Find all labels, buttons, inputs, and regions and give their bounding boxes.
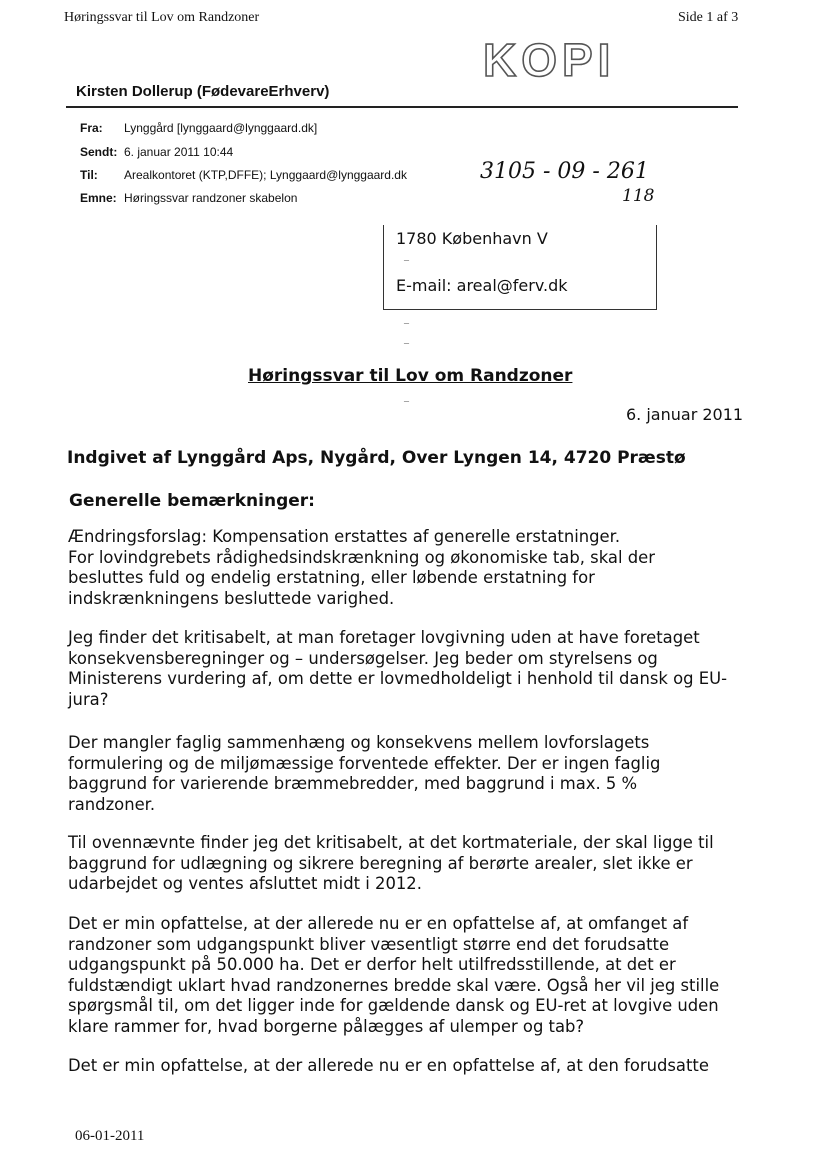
paragraph [68, 527, 655, 609]
page-header-title: Høringssvar til Lov om Randzoner [64, 10, 260, 25]
section-heading: Generelle bemærkninger: [69, 491, 315, 511]
to-label: Til: [80, 168, 98, 182]
from-row [80, 121, 317, 135]
scan-dash: – [404, 338, 409, 349]
paragraph-line: Det er min opfattelse, at der allerede nu er en opfattelse af, at omfanget af [68, 914, 689, 933]
paragraph-line: For lovindgrebets rådighedsindskrænkning og økonomiske tab, skal der [68, 547, 655, 567]
paragraph-line: Jeg finder det kritisabelt, at man foretager lovgivning uden at have foretaget [68, 628, 700, 647]
sent-label: Sendt: [80, 145, 118, 159]
sent-row [80, 145, 233, 159]
paragraph [68, 733, 660, 815]
paragraph-line: Der mangler faglig sammenhæng og konsekvens mellem lovforslagets [68, 733, 650, 752]
document-date: 6. januar 2011 [626, 405, 744, 424]
paragraph-line: klare rammer for, hvad borgerne pålægges af ulemper og tab? [68, 1016, 585, 1036]
paragraph-line: baggrund for udlægning og sikrere beregning af berørte arealer, slet ikke er [68, 853, 693, 873]
sender-name: Kirsten Dollerup (FødevareErhverv) [76, 83, 330, 100]
subject-value: Høringssvar randzoner skabelon [124, 191, 298, 205]
paragraph [68, 1056, 709, 1077]
paragraph [68, 833, 714, 895]
to-value: Arealkontoret (KTP,DFFE); Lynggaard@lynggaard.dk [124, 168, 407, 182]
kopi-stamp: KOPI [483, 34, 616, 86]
paragraph-line: fuldstændigt uklart hvad randzonernes bredde skal være. Også her vil jeg stille [68, 975, 720, 995]
paragraph-line: randzoner. [68, 794, 156, 814]
paragraph-line: Ministerens vurdering af, om dette er lovmedholdeligt i henhold til dansk og EU- [68, 669, 728, 688]
paragraph-line: indskrænkningens besluttede varighed. [68, 588, 395, 608]
sent-value: 6. januar 2011 10:44 [124, 145, 234, 159]
from-label: Fra: [80, 121, 103, 135]
paragraph-line: spørgsmål til, om det ligger inde for gældende dansk og EU-ret at lovgive uden [68, 996, 719, 1015]
footer-date: 06-01-2011 [75, 1128, 145, 1144]
subject-label: Emne: [80, 191, 117, 205]
paragraph-line: konsekvensberegninger og – undersøgelser. Jeg beder om styrelsens og [68, 648, 658, 668]
page-indicator: Side 1 af 3 [678, 10, 739, 25]
paragraph-line: randzoner som udgangspunkt bliver væsentligt større end det forudsatte [68, 934, 670, 954]
scan-dash: – [404, 396, 409, 407]
address-email: E-mail: areal@ferv.dk [396, 276, 568, 295]
paragraph-line: besluttes fuld og endelig erstatning, eller løbende erstatning for [68, 568, 595, 587]
scan-dash: – [404, 255, 409, 266]
paragraph [68, 914, 719, 1037]
from-value: Lynggård [lynggaard@lynggaard.dk] [124, 121, 318, 135]
paragraph-line: udarbejdet og ventes afsluttet midt i 2012. [68, 874, 422, 893]
paragraph-line: Ændringsforslag: Kompensation erstattes af generelle erstatninger. [68, 527, 621, 546]
submitted-by: Indgivet af Lynggård Aps, Nygård, Over Lyngen 14, 4720 Præstø [67, 448, 686, 468]
to-row [80, 168, 407, 182]
paragraph [68, 628, 727, 710]
handwritten-reference: 3105 - 09 - 261 [480, 159, 649, 184]
scan-dash: – [404, 318, 409, 329]
paragraph-line: udgangspunkt på 50.000 ha. Det er derfor helt utilfredsstillende, at det er [68, 955, 676, 974]
paragraph-line: jura? [68, 689, 109, 709]
document-title: Høringssvar til Lov om Randzoner [248, 366, 573, 386]
paragraph-line: Til ovennævnte finder jeg det kritisabelt, at det kortmateriale, der skal ligge til [68, 833, 714, 852]
header-divider [66, 106, 738, 108]
paragraph-line: formulering og de miljømæssige forventede effekter. Der er ingen faglig [68, 753, 661, 773]
paragraph-line: baggrund for varierende bræmmebredder, med baggrund i max. 5 % [68, 774, 638, 793]
paragraph-line: Det er min opfattelse, at der allerede nu er en opfattelse af, at den forudsatte [68, 1056, 709, 1075]
subject-row [80, 191, 297, 205]
handwritten-sub-reference: 118 [622, 186, 655, 206]
address-city: 1780 København V [396, 229, 548, 248]
